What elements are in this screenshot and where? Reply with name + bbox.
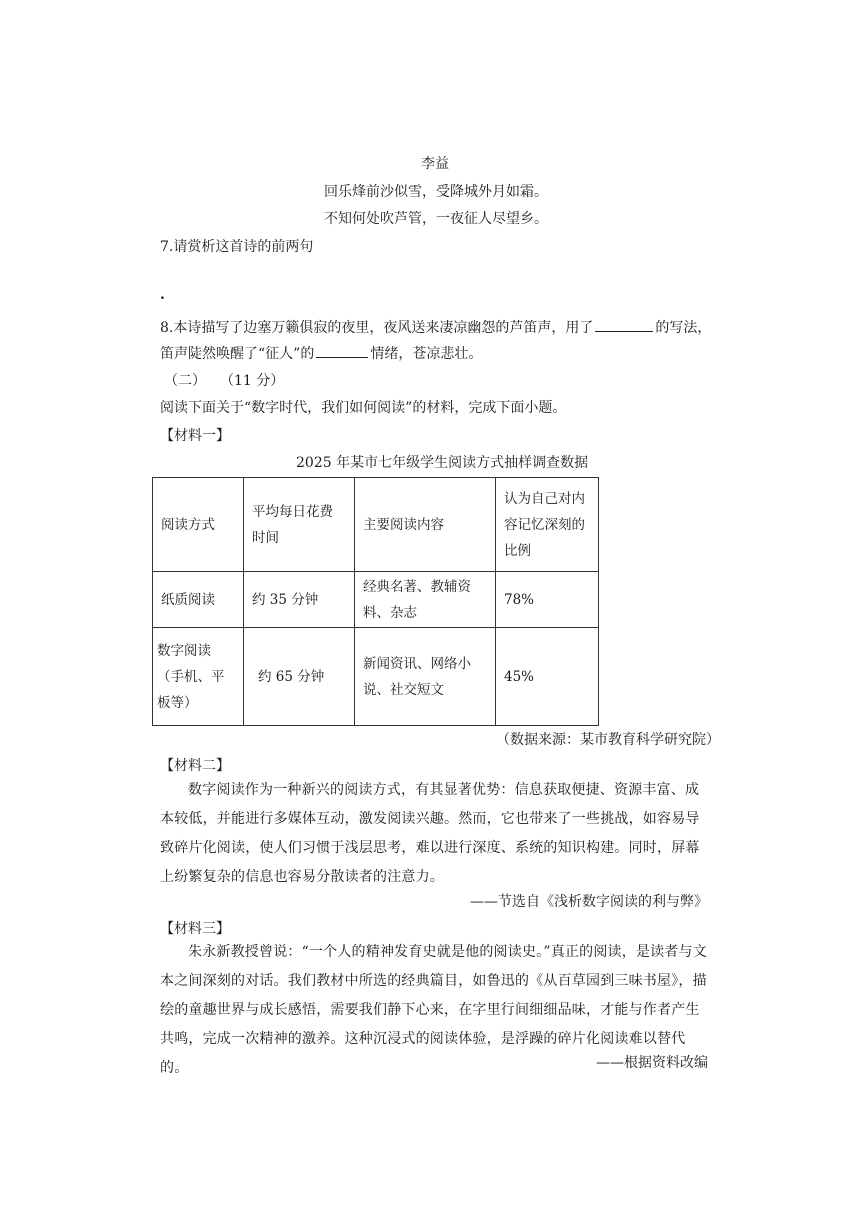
material-2-source: ——节选自《浅析数字阅读的利与弊》	[470, 894, 708, 910]
question-8-part-1: 8.本诗描写了边塞万籁俱寂的夜里，夜风送来凄凉幽怨的芦笛声，用了	[160, 320, 594, 336]
table-header-cell	[244, 478, 355, 572]
section-2-score: （11 分）	[220, 373, 285, 389]
answer-blank-1[interactable]	[595, 319, 653, 332]
table-cell: 约 35 分钟	[244, 572, 355, 628]
section-2-label: （二）	[164, 373, 206, 389]
table-cell-text: 数字阅读（手机、平板等）	[157, 642, 225, 711]
table-header-cell	[496, 478, 599, 572]
material-2-text: 数字阅读作为一种新兴的阅读方式，有其显著优势：信息获取便捷、资源丰富、成本较低，并能进行多媒体互动，激发阅读兴趣。然而，它也带来了一些挑战，如容易导致碎片化阅读，使人们习惯于浅层思考，难以进行深度、系统的知识构建。同时，屏幕上纷繁复杂的信息也容易分散读者的注意力。	[160, 782, 700, 885]
table-cell	[355, 572, 496, 628]
table-cell-text: 新闻资讯、网络小说、社交短文	[363, 655, 471, 698]
table-cell-text: 经典名著、教辅资料、杂志	[363, 578, 471, 621]
material-1-heading: 【材料一】	[160, 428, 230, 444]
question-7-answer-mark: .	[160, 287, 165, 303]
material-3-heading: 【材料三】	[160, 921, 230, 937]
question-8-part-2: 的写法，	[655, 320, 712, 336]
answer-blank-2[interactable]	[316, 345, 368, 358]
survey-table	[152, 477, 599, 726]
table-title: 2025 年某市七年级学生阅读方式抽样调查数据	[296, 455, 589, 471]
question-8-line-2	[160, 343, 482, 363]
table-cell: 78%	[496, 572, 599, 628]
section-2-instruction: 阅读下面关于“数字时代，我们如何阅读”的材料，完成下面小题。	[160, 400, 567, 416]
table-cell	[153, 628, 244, 726]
question-8-part-4: 情绪，苍凉悲壮。	[370, 346, 483, 362]
section-2-header	[164, 370, 284, 390]
question-8-line-1	[160, 317, 711, 337]
table-row	[153, 628, 599, 726]
table-row	[153, 572, 599, 628]
table-cell	[355, 628, 496, 726]
table-header-row	[153, 478, 599, 572]
table-cell: 约 65 分钟	[244, 628, 355, 726]
table-cell: 纸质阅读	[153, 572, 244, 628]
material-2-heading: 【材料二】	[160, 758, 230, 774]
poem-line-1: 回乐烽前沙似雪，受降城外月如霜。	[324, 184, 548, 200]
poem-line-2: 不知何处吹芦管，一夜征人尽望乡。	[324, 211, 548, 227]
table-header-text: 认为自己对内容记忆深刻的比例	[504, 490, 585, 559]
poem-author: 李益	[421, 156, 449, 172]
material-3-source: ——根据资料改编	[596, 1055, 708, 1071]
table-cell: 45%	[496, 628, 599, 726]
material-3-text: 朱永新教授曾说：“一个人的精神发育史就是他的阅读史。”真正的阅读，是读者与文本之间深刻的对话。我们教材中所选的经典篇目，如鲁迅的《从百草园到三味书屋》，描绘的童趣世界与成长感悟，需要我们静下心来，在字里行间细细品味，才能与作者产生共鸣，完成一次精神的激养。这种沉浸式的阅读体验，是浮躁的碎片化阅读难以替代的。	[160, 944, 707, 1076]
question-8-part-3: 笛声陡然唤醒了“征人”的	[160, 346, 315, 362]
table-header-cell: 主要阅读内容	[355, 478, 496, 572]
table-source: （数据来源：某市教育科学研究院）	[496, 732, 720, 748]
question-7: 7.请赏析这首诗的前两句	[160, 239, 314, 255]
table-header-text: 平均每日花费时间	[252, 503, 333, 546]
table-header-cell: 阅读方式	[153, 478, 244, 572]
